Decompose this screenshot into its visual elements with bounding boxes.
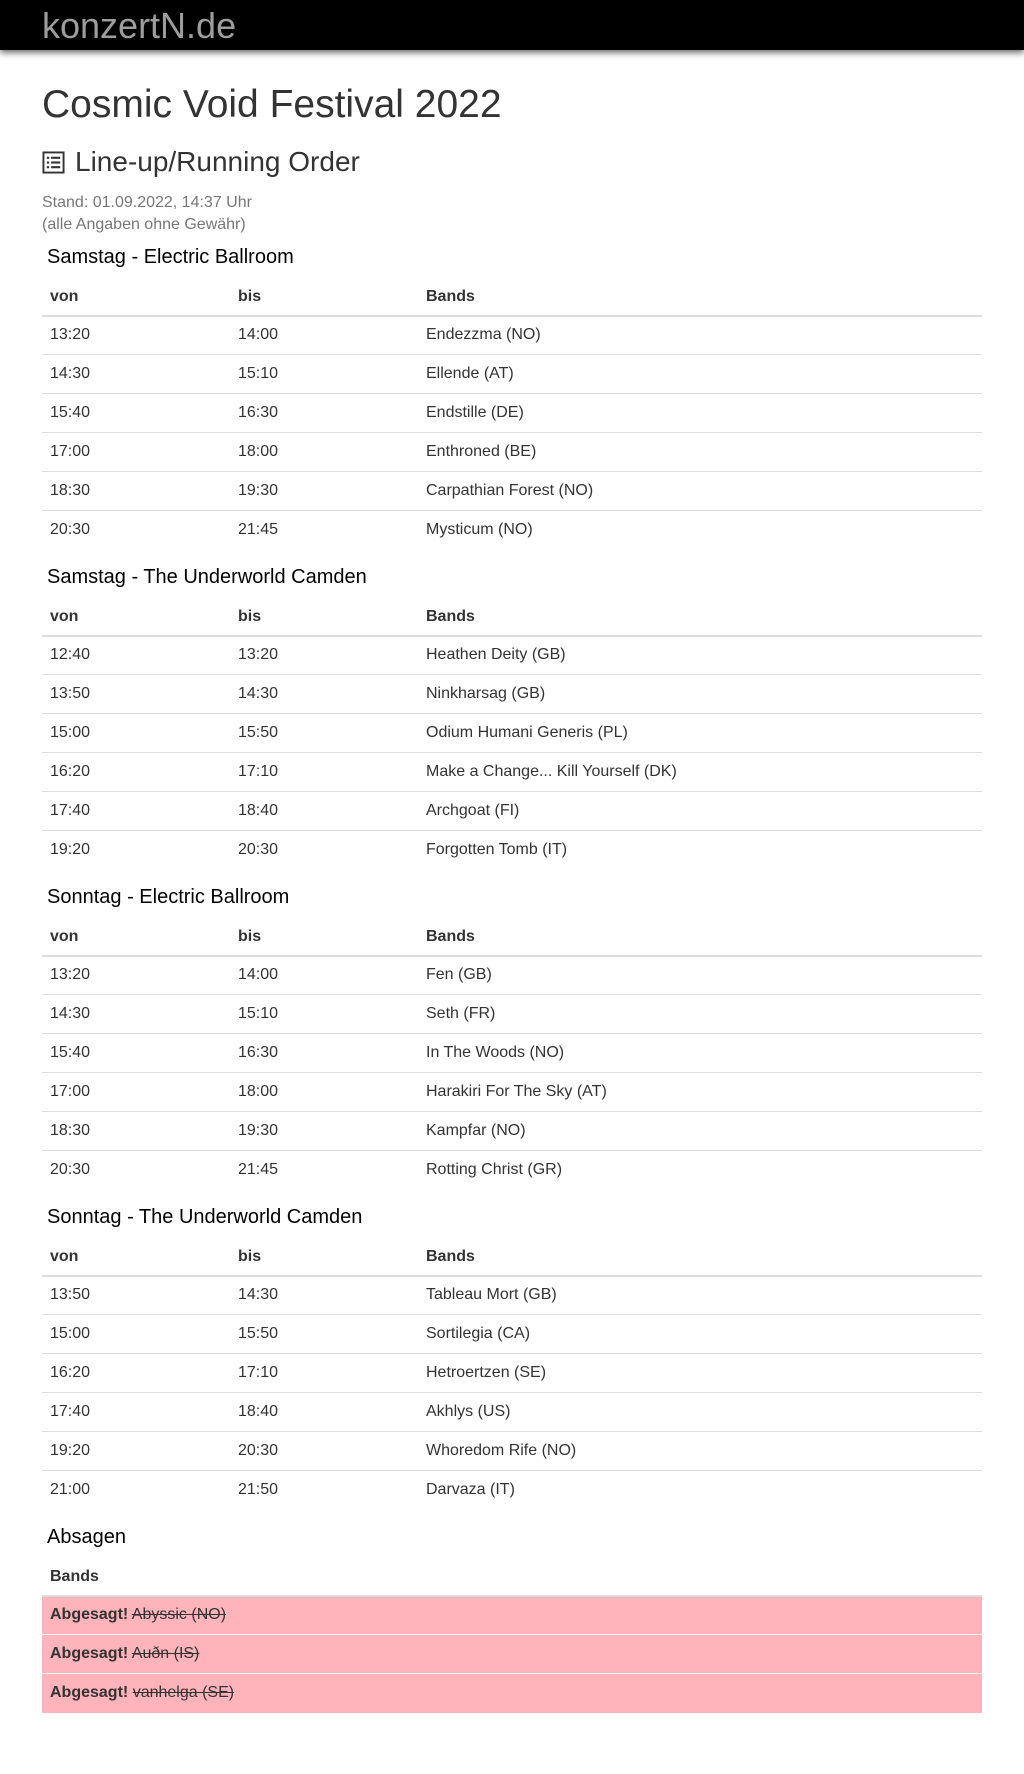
cancelled-band-cell	[42, 1596, 982, 1635]
cancelled-band-name: vanhelga (SE)	[132, 1684, 235, 1702]
cancelled-band-name: Auðn (IS)	[131, 1645, 200, 1663]
band-name-cell: Mysticum (NO)	[418, 511, 982, 550]
lineup-heading	[42, 147, 982, 178]
start-time-cell: 17:00	[42, 1073, 230, 1112]
column-header-bands: Bands	[418, 920, 982, 956]
table-row	[42, 1471, 982, 1510]
column-header-von: von	[42, 920, 230, 956]
cancellations-section	[42, 1526, 982, 1713]
header-row	[42, 600, 982, 636]
band-name-cell: Sortilegia (CA)	[418, 1315, 982, 1354]
table-row	[42, 792, 982, 831]
band-name-cell: Ellende (AT)	[418, 355, 982, 394]
table-row	[42, 355, 982, 394]
navbar	[0, 0, 1024, 50]
start-time-cell: 17:00	[42, 433, 230, 472]
stage-heading: Sonntag - Electric Ballroom	[47, 885, 290, 908]
table-row	[42, 1151, 982, 1190]
schedule-section	[42, 886, 982, 1190]
band-name-cell: Akhlys (US)	[418, 1393, 982, 1432]
cancelled-label: Abgesagt!	[50, 1606, 129, 1624]
lineup-heading-text: Line-up/Running Order	[75, 145, 360, 177]
band-name-cell: Harakiri For The Sky (AT)	[418, 1073, 982, 1112]
start-time-cell: 16:20	[42, 753, 230, 792]
end-time-cell: 19:30	[230, 1112, 418, 1151]
cancelled-row	[42, 1635, 982, 1674]
end-time-cell: 15:10	[230, 995, 418, 1034]
column-header-bis: bis	[230, 600, 418, 636]
start-time-cell: 13:20	[42, 316, 230, 355]
column-header-bis: bis	[230, 280, 418, 316]
start-time-cell: 15:40	[42, 394, 230, 433]
end-time-cell: 20:30	[230, 1432, 418, 1471]
schedule-table	[42, 920, 982, 1190]
band-name-cell: Rotting Christ (GR)	[418, 1151, 982, 1190]
end-time-cell: 17:10	[230, 1354, 418, 1393]
band-name-cell: Kampfar (NO)	[418, 1112, 982, 1151]
cancelled-row	[42, 1674, 982, 1713]
column-header-bands: Bands	[418, 280, 982, 316]
band-name-cell: Tableau Mort (GB)	[418, 1276, 982, 1315]
end-time-cell: 21:50	[230, 1471, 418, 1510]
header-row	[42, 1240, 982, 1276]
end-time-cell: 16:30	[230, 394, 418, 433]
column-header-von: von	[42, 600, 230, 636]
header-row	[42, 280, 982, 316]
table-row	[42, 316, 982, 355]
table-row	[42, 636, 982, 675]
end-time-cell: 17:10	[230, 753, 418, 792]
column-header-bis: bis	[230, 1240, 418, 1276]
table-row	[42, 1276, 982, 1315]
end-time-cell: 16:30	[230, 1034, 418, 1073]
band-name-cell: Carpathian Forest (NO)	[418, 472, 982, 511]
end-time-cell: 15:50	[230, 1315, 418, 1354]
schedule-section	[42, 1206, 982, 1510]
schedule-table	[42, 280, 982, 550]
start-time-cell: 13:20	[42, 956, 230, 995]
disclaimer-text: (alle Angaben ohne Gewähr)	[42, 215, 246, 233]
start-time-cell: 17:40	[42, 792, 230, 831]
band-name-cell: Seth (FR)	[418, 995, 982, 1034]
band-name-cell: Darvaza (IT)	[418, 1471, 982, 1510]
table-row	[42, 1112, 982, 1151]
schedule-table	[42, 1240, 982, 1510]
end-time-cell: 19:30	[230, 472, 418, 511]
column-header-bands: Bands	[42, 1560, 982, 1596]
cancelled-band-cell	[42, 1635, 982, 1674]
end-time-cell: 13:20	[230, 636, 418, 675]
table-row	[42, 1432, 982, 1471]
table-row	[42, 1315, 982, 1354]
start-time-cell: 15:00	[42, 1315, 230, 1354]
schedule-section	[42, 246, 982, 550]
start-time-cell: 12:40	[42, 636, 230, 675]
stage-heading: Sonntag - The Underworld Camden	[47, 1205, 363, 1228]
band-name-cell: Endstille (DE)	[418, 394, 982, 433]
end-time-cell: 18:00	[230, 433, 418, 472]
cancelled-label: Abgesagt!	[50, 1645, 129, 1663]
end-time-cell: 20:30	[230, 831, 418, 870]
end-time-cell: 18:00	[230, 1073, 418, 1112]
cancellations-table	[42, 1560, 982, 1713]
start-time-cell: 18:30	[42, 472, 230, 511]
band-name-cell: Archgoat (FI)	[418, 792, 982, 831]
stand-text: Stand: 01.09.2022, 14:37 Uhr	[42, 193, 252, 211]
schedule-section	[42, 566, 982, 870]
table-row	[42, 995, 982, 1034]
cancellations-heading: Absagen	[47, 1525, 126, 1548]
table-row	[42, 1034, 982, 1073]
start-time-cell: 19:20	[42, 831, 230, 870]
table-row	[42, 1073, 982, 1112]
table-row	[42, 714, 982, 753]
band-name-cell: Fen (GB)	[418, 956, 982, 995]
main-content	[42, 84, 982, 1713]
band-name-cell: Forgotten Tomb (IT)	[418, 831, 982, 870]
end-time-cell: 14:00	[230, 316, 418, 355]
page-title: Cosmic Void Festival 2022	[42, 83, 502, 126]
table-row	[42, 394, 982, 433]
cancelled-label: Abgesagt!	[50, 1684, 129, 1702]
start-time-cell: 20:30	[42, 511, 230, 550]
start-time-cell: 17:40	[42, 1393, 230, 1432]
list-icon	[42, 151, 65, 174]
start-time-cell: 14:30	[42, 355, 230, 394]
start-time-cell: 15:00	[42, 714, 230, 753]
table-row	[42, 1393, 982, 1432]
start-time-cell: 13:50	[42, 1276, 230, 1315]
end-time-cell: 14:30	[230, 675, 418, 714]
band-name-cell: Hetroertzen (SE)	[418, 1354, 982, 1393]
stage-heading: Samstag - Electric Ballroom	[47, 245, 294, 268]
band-name-cell: Odium Humani Generis (PL)	[418, 714, 982, 753]
table-row	[42, 472, 982, 511]
cancelled-band-name: Abyssic (NO)	[131, 1606, 227, 1624]
end-time-cell: 21:45	[230, 1151, 418, 1190]
start-time-cell: 13:50	[42, 675, 230, 714]
start-time-cell: 16:20	[42, 1354, 230, 1393]
end-time-cell: 14:30	[230, 1276, 418, 1315]
cancellations-header-row	[42, 1560, 982, 1596]
start-time-cell: 21:00	[42, 1471, 230, 1510]
end-time-cell: 14:00	[230, 956, 418, 995]
header-row	[42, 920, 982, 956]
band-name-cell: Endezzma (NO)	[418, 316, 982, 355]
band-name-cell: Make a Change... Kill Yourself (DK)	[418, 753, 982, 792]
schedule-table	[42, 600, 982, 870]
table-row	[42, 1354, 982, 1393]
schedule-list	[42, 246, 982, 1510]
table-row	[42, 511, 982, 550]
cancelled-band-cell	[42, 1674, 982, 1713]
table-row	[42, 675, 982, 714]
start-time-cell: 14:30	[42, 995, 230, 1034]
table-row	[42, 433, 982, 472]
column-header-bis: bis	[230, 920, 418, 956]
column-header-von: von	[42, 1240, 230, 1276]
column-header-bands: Bands	[418, 600, 982, 636]
start-time-cell: 15:40	[42, 1034, 230, 1073]
column-header-bands: Bands	[418, 1240, 982, 1276]
band-name-cell: Whoredom Rife (NO)	[418, 1432, 982, 1471]
band-name-cell: Enthroned (BE)	[418, 433, 982, 472]
start-time-cell: 19:20	[42, 1432, 230, 1471]
table-row	[42, 831, 982, 870]
start-time-cell: 20:30	[42, 1151, 230, 1190]
stage-heading: Samstag - The Underworld Camden	[47, 565, 367, 588]
column-header-von: von	[42, 280, 230, 316]
brand-logo-link[interactable]: konzertN.de	[42, 5, 237, 46]
end-time-cell: 18:40	[230, 792, 418, 831]
band-name-cell: In The Woods (NO)	[418, 1034, 982, 1073]
end-time-cell: 15:50	[230, 714, 418, 753]
cancelled-row	[42, 1596, 982, 1635]
band-name-cell: Heathen Deity (GB)	[418, 636, 982, 675]
table-row	[42, 956, 982, 995]
table-row	[42, 753, 982, 792]
end-time-cell: 18:40	[230, 1393, 418, 1432]
band-name-cell: Ninkharsag (GB)	[418, 675, 982, 714]
end-time-cell: 21:45	[230, 511, 418, 550]
start-time-cell: 18:30	[42, 1112, 230, 1151]
end-time-cell: 15:10	[230, 355, 418, 394]
